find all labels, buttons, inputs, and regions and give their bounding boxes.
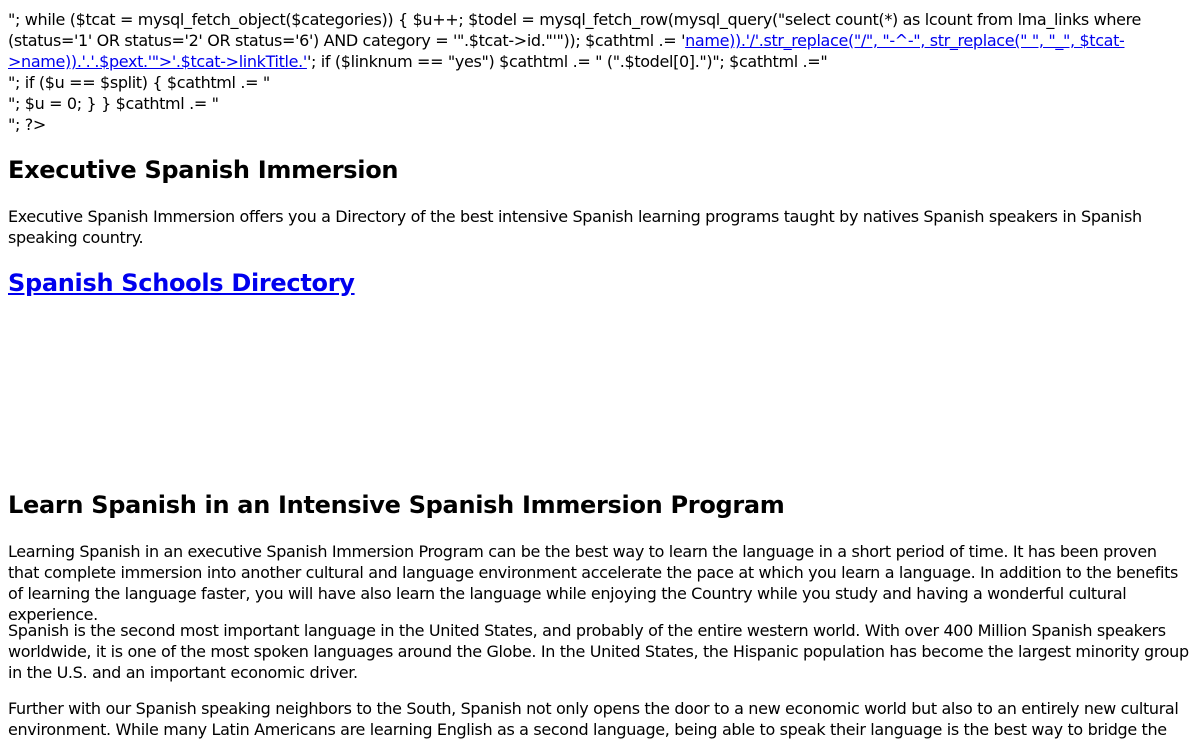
code-line-1-pre: "; while ($tcat = mysql_fetch_object($categories)) { $u++; $todel = mysql_fetch_row(mysql_query("select count(*) as lcount from lma_links where (status='1' OR status='2' OR status='6') AND category = '".$tcat->id."'")); $cathtml .= ' — [8, 10, 1142, 50]
raw-php-code-text — [8, 9, 1192, 135]
intro-paragraph: Executive Spanish Immersion offers you a Directory of the best intensive Spanish learning programs taught by natives Spanish speakers in Spanish speaking country. — [8, 207, 1142, 247]
spanish-schools-directory-link[interactable]: Spanish Schools Directory — [8, 269, 355, 297]
heading-learn-spanish: Learn Spanish in an Intensive Spanish Immersion Program — [8, 491, 785, 519]
code-line-1-post: '; if ($linknum == "yes") $cathtml .= " (".$todel[0].")"; $cathtml .=" — [306, 52, 828, 71]
paragraph-neighbors: Further with our Spanish speaking neighbors to the South, Spanish not only opens the door to a new economic world but also to an entirely new cultural environment. While many Latin Americans are learning English as a second language, being able to speak their language is the best way to bridge the — [8, 699, 1179, 739]
code-line-3: "; $u = 0; } } $cathtml .= " — [8, 94, 219, 113]
paragraph-learning-spanish: Learning Spanish in an executive Spanish Immersion Program can be the best way to learn the language in a short period of time. It has been proven that complete immersion into another cultural and language environment accelerate the pace at which you learn a language. In addition to the benefits of learning the language faster, you will have also learn the language while enjoying the Country while you study and having a wonderful cultural experience. — [8, 542, 1179, 624]
code-line-2: "; if ($u == $split) { $cathtml .= " — [8, 73, 270, 92]
paragraph-second-language: Spanish is the second most important language in the United States, and probably of the entire western world. With over 400 Million Spanish speakers worldwide, it is one of the most spoken languages around the Globe. In the United States, the Hispanic population has become the largest minority group in the U.S. and an important economic driver. — [8, 621, 1189, 682]
code-line-4: "; ?> — [8, 115, 46, 134]
heading-executive-spanish-immersion: Executive Spanish Immersion — [8, 156, 399, 184]
category-code-link[interactable]: name)).'/'.str_replace("/", "-^-", str_replace(" ", "_", $tcat->name)).'.'.$pext.'">'.$tcat->linkTitle.' — [8, 31, 1125, 71]
